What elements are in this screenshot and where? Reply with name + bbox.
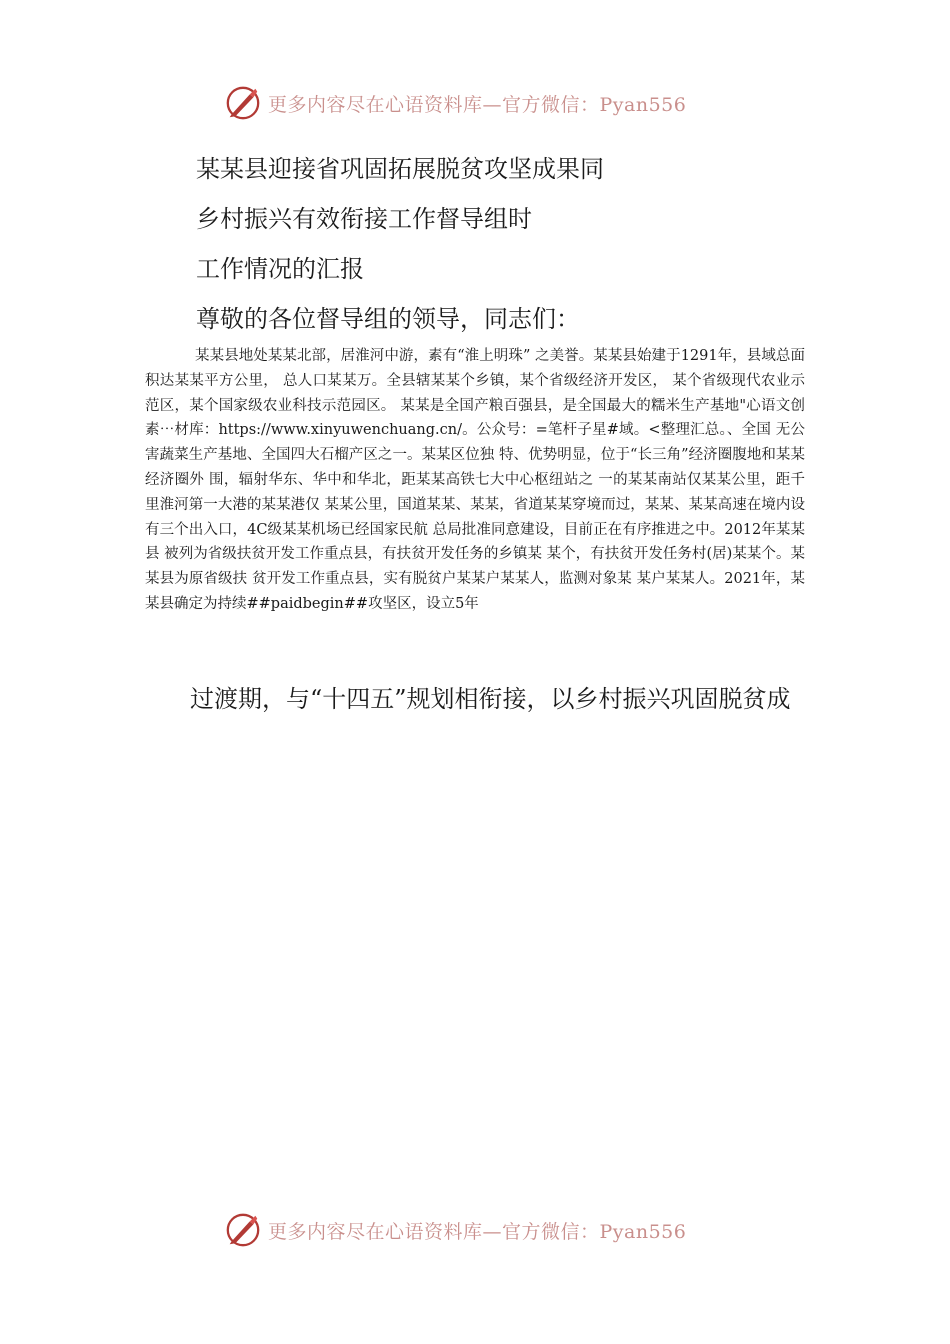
continuation-paragraph: 过渡期，与“十四五”规划相衔接，以乡村振兴巩固脱贫成 (190, 685, 791, 713)
title-line-3: 工作情况的汇报 (196, 255, 364, 283)
salutation: 尊敬的各位督导组的领导，同志们： (196, 305, 580, 333)
pen-logo-icon (224, 84, 262, 122)
pen-logo-icon (224, 1211, 262, 1249)
title-line-1: 某某县迎接省巩固拓展脱贫攻坚成果同 (196, 155, 604, 183)
body-paragraph: 某某县地处某某北部，居淮河中游，素有“淮上明珠” 之美誉。某某县始建于1291年，县域总面积达某某平方公里， 总人口某某万。全县辖某某个乡镇，某个省级经济开发区， 某个省级现代农业示范区，某个国家级农业科技示范园区。 某某是全国产粮百强县，是全国最大的糯米生产基地"心语文创素⋯材库：https://www.xinyuwenchuang.cn/。公众号：=笔杆子星#域。<整理汇总。、全国 无公害蔬菜生产基地、全国四大石榴产区之一。某某区位独 特、优势明显，位于“长三角”经济圈腹地和某某经济圈外 围，辐射华东、华中和华北，距某某高铁七大中心枢纽站之 一的某某南站仅某某公里，距千里淮河第一大港的某某港仅 某某公里，国道某某、某某，省道某某穿境而过，某某、某某高速在境内设有三个出入口，4C级某某机场已经国家民航 总局批准同意建设，目前正在有序推进之中。2012年某某县 被列为省级扶贫开发工作重点县，有扶贫开发任务的乡镇某 某个，有扶贫开发任务村(居)某某个。某某县为原省级扶 贫开发工作重点县，实有脱贫户某某户某某人，监测对象某 某户某某人。2021年，某某县确定为持续##paidbegin##攻坚区，设立5年 (145, 348, 805, 612)
watermark-text: 更多内容尽在心语资料库—官方微信：Pyan556 (268, 1220, 687, 1243)
title-line-2: 乡村振兴有效衔接工作督导组时 (196, 205, 532, 233)
header-watermark-banner (224, 83, 686, 123)
footer-watermark-banner (224, 1210, 686, 1250)
watermark-text: 更多内容尽在心语资料库—官方微信：Pyan556 (268, 93, 687, 116)
